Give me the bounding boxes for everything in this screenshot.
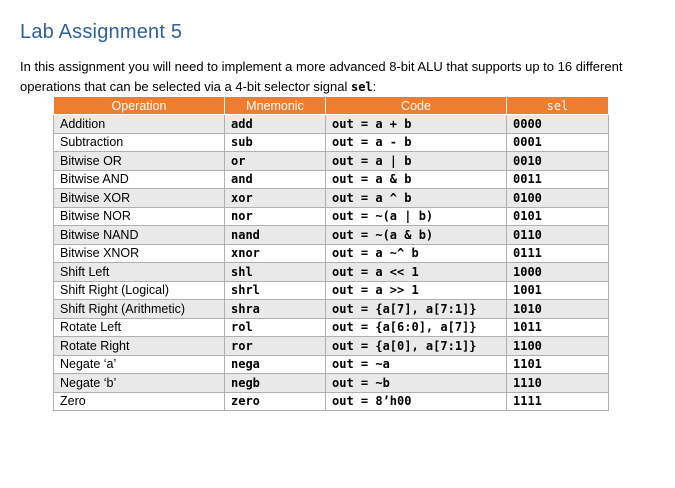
table-row: [54, 133, 609, 152]
intro-text-end: :: [372, 79, 377, 94]
operation-cell: Bitwise OR: [54, 152, 225, 171]
code-cell: out = {a[6:0], a[7]}: [326, 318, 507, 337]
mnemonic-cell: shra: [225, 300, 326, 319]
operation-cell: Bitwise XOR: [54, 189, 225, 208]
table-row: [54, 115, 609, 134]
table-row: [54, 355, 609, 374]
code-cell: out = a << 1: [326, 263, 507, 282]
mnemonic-cell: or: [225, 152, 326, 171]
table-body: [54, 115, 609, 411]
operation-cell: Bitwise NAND: [54, 226, 225, 245]
mnemonic-cell: and: [225, 170, 326, 189]
operation-cell: Negate ‘a’: [54, 355, 225, 374]
operations-table: [53, 96, 609, 411]
table-row: [54, 300, 609, 319]
operation-cell: Zero: [54, 392, 225, 411]
code-cell: out = a + b: [326, 115, 507, 134]
sel-cell: 0110: [507, 226, 609, 245]
operation-cell: Shift Left: [54, 263, 225, 282]
table-row: [54, 244, 609, 263]
code-cell: out = 8’h00: [326, 392, 507, 411]
operation-cell: Addition: [54, 115, 225, 134]
table-row: [54, 207, 609, 226]
code-cell: out = a | b: [326, 152, 507, 171]
mnemonic-cell: shl: [225, 263, 326, 282]
mnemonic-cell: nor: [225, 207, 326, 226]
mnemonic-cell: rol: [225, 318, 326, 337]
sel-cell: 1010: [507, 300, 609, 319]
table-row: [54, 226, 609, 245]
header-mnemonic: Mnemonic: [225, 97, 326, 115]
code-cell: out = a & b: [326, 170, 507, 189]
intro-paragraph: [20, 57, 640, 97]
code-cell: out = ~a: [326, 355, 507, 374]
mnemonic-cell: shrl: [225, 281, 326, 300]
mnemonic-cell: xnor: [225, 244, 326, 263]
mnemonic-cell: zero: [225, 392, 326, 411]
sel-cell: 0000: [507, 115, 609, 134]
operation-cell: Bitwise AND: [54, 170, 225, 189]
header-code: Code: [326, 97, 507, 115]
operation-cell: Bitwise XNOR: [54, 244, 225, 263]
selector-signal-name: sel: [350, 80, 373, 94]
operation-cell: Shift Right (Logical): [54, 281, 225, 300]
sel-cell: 0010: [507, 152, 609, 171]
sel-cell: 0100: [507, 189, 609, 208]
sel-cell: 1000: [507, 263, 609, 282]
sel-cell: 0111: [507, 244, 609, 263]
code-cell: out = {a[0], a[7:1]}: [326, 337, 507, 356]
code-cell: out = a ~^ b: [326, 244, 507, 263]
operation-cell: Negate ‘b’: [54, 374, 225, 393]
sel-cell: 1101: [507, 355, 609, 374]
intro-text: In this assignment you will need to implement a more advanced 8-bit ALU that supports up to 16 different operations that can be selected via a 4-bit selector signal: [20, 59, 623, 94]
mnemonic-cell: ror: [225, 337, 326, 356]
code-cell: out = ~(a & b): [326, 226, 507, 245]
sel-cell: 1001: [507, 281, 609, 300]
code-cell: out = a >> 1: [326, 281, 507, 300]
mnemonic-cell: nand: [225, 226, 326, 245]
table-row: [54, 337, 609, 356]
operation-cell: Shift Right (Arithmetic): [54, 300, 225, 319]
mnemonic-cell: sub: [225, 133, 326, 152]
sel-cell: 1111: [507, 392, 609, 411]
mnemonic-cell: negb: [225, 374, 326, 393]
table-row: [54, 170, 609, 189]
operation-cell: Rotate Left: [54, 318, 225, 337]
code-cell: out = a ^ b: [326, 189, 507, 208]
table-row: [54, 318, 609, 337]
sel-cell: 0001: [507, 133, 609, 152]
table-row: [54, 189, 609, 208]
table-row: [54, 263, 609, 282]
table-row: [54, 281, 609, 300]
table-row: [54, 152, 609, 171]
table-row: [54, 374, 609, 393]
mnemonic-cell: nega: [225, 355, 326, 374]
sel-cell: 1011: [507, 318, 609, 337]
header-sel: sel: [507, 97, 609, 115]
operation-cell: Subtraction: [54, 133, 225, 152]
sel-cell: 1110: [507, 374, 609, 393]
sel-cell: 0011: [507, 170, 609, 189]
operation-cell: Bitwise NOR: [54, 207, 225, 226]
code-cell: out = {a[7], a[7:1]}: [326, 300, 507, 319]
sel-cell: 1100: [507, 337, 609, 356]
sel-cell: 0101: [507, 207, 609, 226]
table-header-row: [54, 97, 609, 115]
mnemonic-cell: add: [225, 115, 326, 134]
mnemonic-cell: xor: [225, 189, 326, 208]
page-title: Lab Assignment 5: [20, 21, 183, 44]
code-cell: out = a - b: [326, 133, 507, 152]
table-row: [54, 392, 609, 411]
code-cell: out = ~(a | b): [326, 207, 507, 226]
operation-cell: Rotate Right: [54, 337, 225, 356]
code-cell: out = ~b: [326, 374, 507, 393]
header-operation: Operation: [54, 97, 225, 115]
